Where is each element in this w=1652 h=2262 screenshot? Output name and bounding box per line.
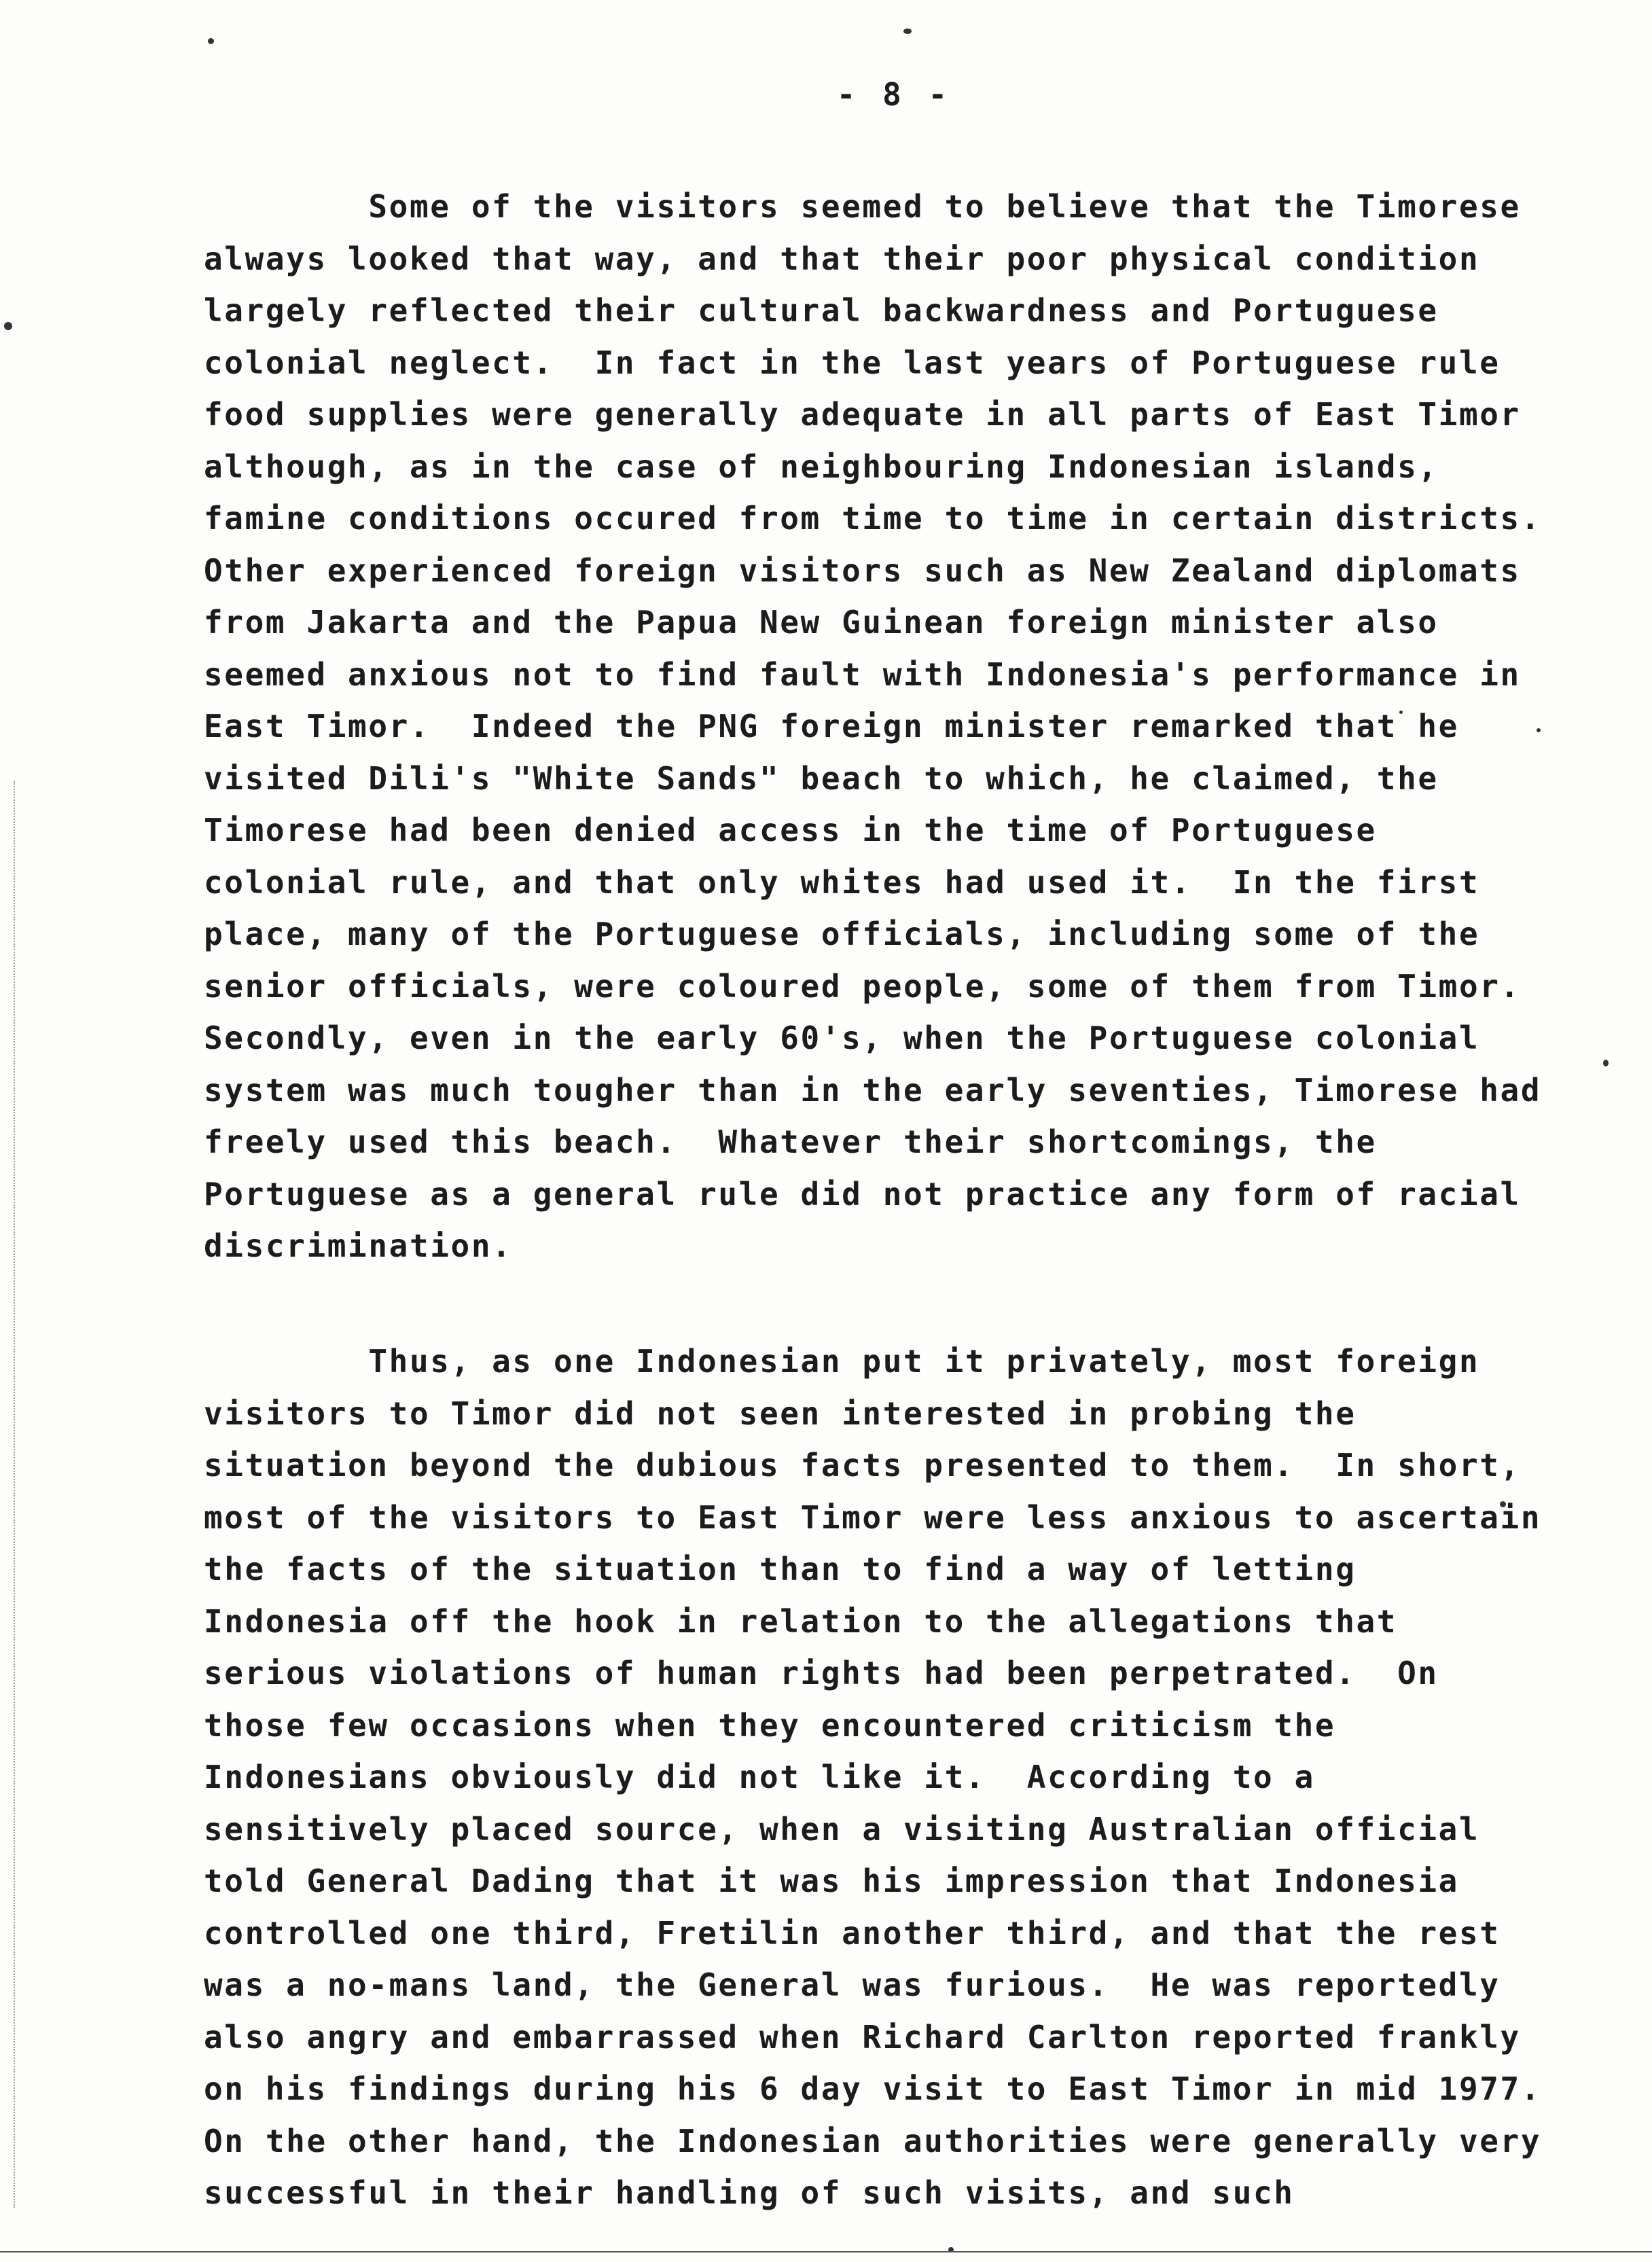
text-line: Indonesia off the hook in relation to the allegations that: [204, 1602, 1398, 1640]
text-line: famine conditions occured from time to time in certain districts.: [204, 500, 1542, 537]
text-line: also angry and embarrassed when Richard Carlton reported frankly: [204, 2018, 1521, 2055]
text-line: from Jakarta and the Papua New Guinean foreign minister also: [204, 604, 1439, 641]
text-line: colonial rule, and that only whites had used it. In the first: [204, 863, 1480, 901]
text-line: senior officials, were coloured people, some of them from Timor.: [204, 967, 1521, 1005]
text-line: although, as in the case of neighbouring Indonesian islands,: [204, 448, 1439, 485]
text-line: serious violations of human rights had been perpetrated. On: [204, 1655, 1439, 1691]
text-line: system was much tougher than in the early seventies, Timorese had: [204, 1071, 1542, 1109]
text-line: visitors to Timor did not seen interested in probing the: [204, 1395, 1357, 1432]
text-line: seemed anxious not to find fault with Indonesia's performance in: [204, 656, 1521, 693]
text-line: colonial neglect. In fact in the last years of Portuguese rule: [204, 344, 1501, 381]
text-line: Thus, as one Indonesian put it privately, most foreign: [204, 1343, 1480, 1380]
page-number: - 8 -: [836, 76, 952, 113]
text-line: situation beyond the dubious facts presented to them. In short,: [204, 1447, 1521, 1484]
text-line: largely reflected their cultural backwardness and Portuguese: [204, 292, 1439, 329]
text-line: the facts of the situation than to find a way of letting: [204, 1551, 1357, 1587]
text-line: always looked that way, and that their poor physical condition: [204, 240, 1480, 277]
text-line: most of the visitors to East Timor were less anxious to ascertain: [204, 1498, 1542, 1536]
text-line: On the other hand, the Indonesian authorities were generally very: [204, 2122, 1542, 2159]
text-line: controlled one third, Fretilin another third, and that the rest: [204, 1914, 1501, 1952]
text-line: on his findings during his 6 day visit to East Timor in mid 1977.: [204, 2070, 1542, 2107]
text-line: discrimination.: [204, 1227, 513, 1264]
text-line: Indonesians obviously did not like it. According to a: [204, 1759, 1315, 1795]
scan-speck: [903, 29, 912, 34]
text-line: Portuguese as a general rule did not practice any form of racial: [204, 1175, 1521, 1213]
text-line: Secondly, even in the early 60's, when the Portuguese colonial: [204, 1020, 1480, 1056]
text-line: those few occasions when they encountered criticism the: [204, 1706, 1336, 1744]
scan-speck: [4, 322, 12, 330]
text-line: food supplies were generally adequate in all parts of East Timor: [204, 396, 1521, 433]
text-line: visited Dili's "White Sands" beach to which, he claimed, the: [204, 759, 1439, 797]
scan-bottom-edge: [0, 2251, 1652, 2252]
text-line: was a no-mans land, the General was furious. He was reportedly: [204, 1967, 1501, 2003]
paragraph: [204, 181, 1576, 1272]
text-line: told General Dading that it was his impression that Indonesia: [204, 1863, 1459, 1899]
scan-speck: [208, 38, 214, 44]
text-line: freely used this beach. Whatever their shortcomings, the: [204, 1124, 1377, 1160]
text-line: successful in their handling of such visits, and such: [204, 2174, 1295, 2211]
text-line: East Timor. Indeed the PNG foreign minister remarked that he: [204, 708, 1459, 744]
text-line: Other experienced foreign visitors such as New Zealand diplomats: [204, 552, 1521, 589]
text-line: Timorese had been denied access in the time of Portuguese: [204, 812, 1377, 848]
text-line: Some of the visitors seemed to believe that the Timorese: [204, 188, 1521, 225]
paragraph: [204, 1335, 1576, 2219]
scan-edge-mark: [14, 781, 24, 2208]
scan-speck: [1603, 1060, 1609, 1066]
text-line: sensitively placed source, when a visiting Australian official: [204, 1810, 1480, 1848]
text-line: place, many of the Portuguese officials, including some of the: [204, 916, 1480, 952]
